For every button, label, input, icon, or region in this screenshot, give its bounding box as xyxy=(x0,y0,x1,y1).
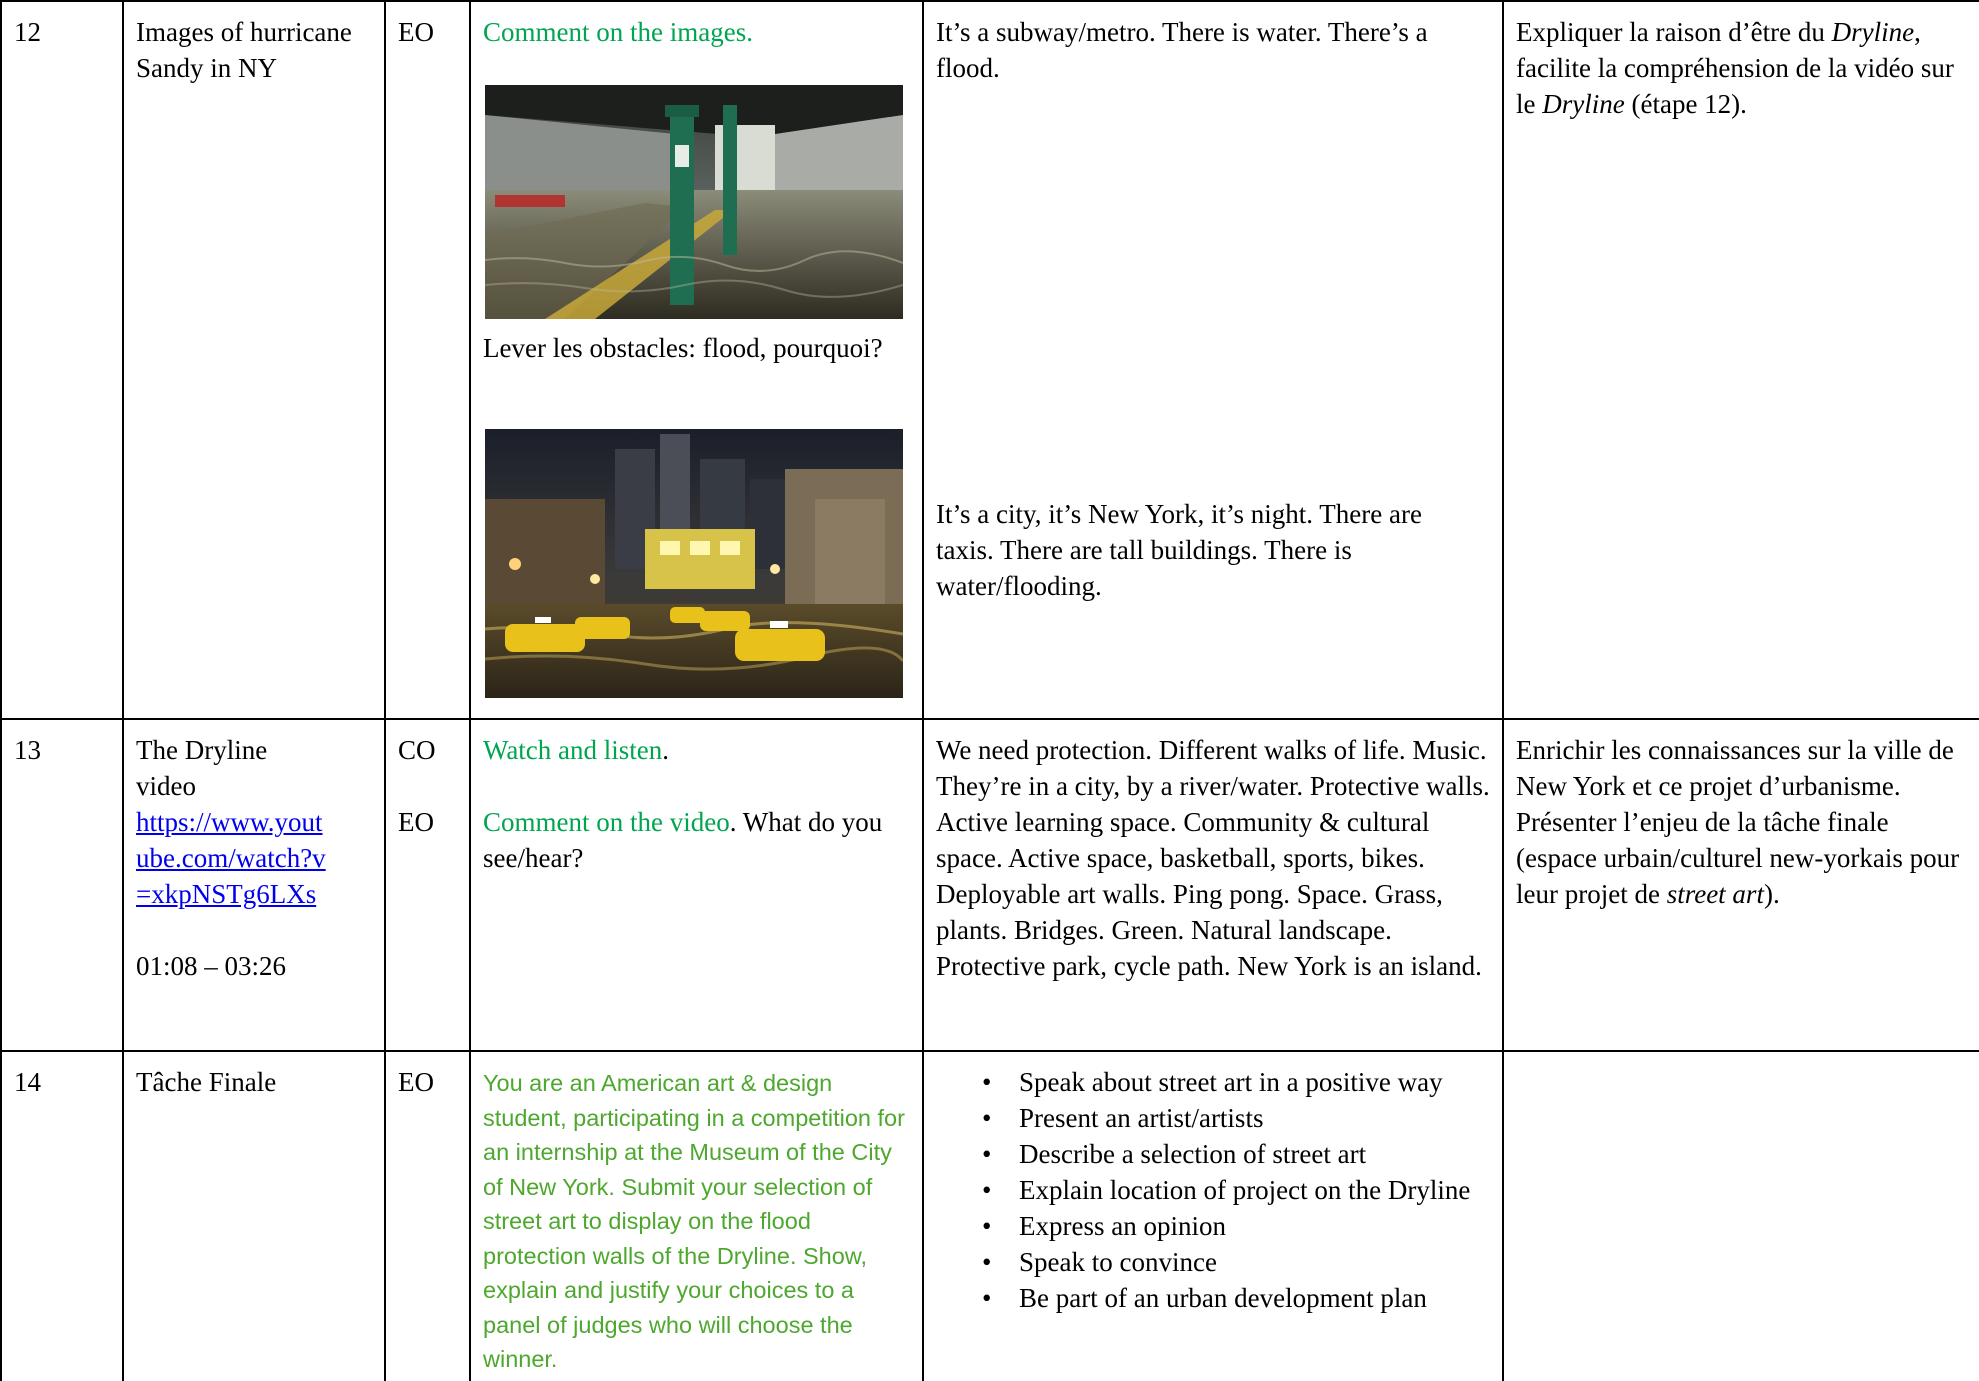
skill-cell: EO xyxy=(398,17,434,47)
list-item-text: Speak about street art in a positive way xyxy=(1019,1067,1443,1097)
flooded-street-taxis-photo xyxy=(485,429,903,698)
objective-text xyxy=(1516,735,1959,909)
answer-text-2: It’s a city, it’s New York, it’s night. There are taxis. There are tall buildings. There is water/flooding. xyxy=(936,499,1422,601)
document-cell: Images of hurricane Sandy in NY xyxy=(136,17,352,83)
objective-segment: ). xyxy=(1763,879,1780,909)
flooded-subway-photo xyxy=(485,85,903,319)
video-link-line: ube.com/watch?v xyxy=(136,843,326,873)
skill-eo: EO xyxy=(398,807,434,837)
list-item-text: Present an artist/artists xyxy=(1019,1103,1264,1133)
col-border xyxy=(384,0,386,1381)
document-title: The Dryline video xyxy=(136,735,268,801)
objective-cell xyxy=(1504,1052,1979,1064)
skill-cell xyxy=(386,720,469,840)
skill-cell: EO xyxy=(398,1067,434,1097)
answer-cell: We need protection. Different walks of life. Music. They’re in a city, by a river/water. Protective walls. Active learning space. Community & cultural space. Active space, basketball, sports, bikes. Deployable art walls. Ping pong. Space. Grass, plants. Bridges. Green. Natural landscape. Protective park, cycle path. New York is an island. xyxy=(936,735,1490,981)
task-criteria-cell xyxy=(924,1052,1502,1316)
list-item xyxy=(924,1208,1488,1244)
video-link-line: =xkpNSTg6LXs xyxy=(136,879,317,909)
instruction-text: Comment on the images. xyxy=(483,17,753,47)
list-item-text: Explain location of project on the Dryline xyxy=(1019,1175,1471,1205)
objective-segment: Enrichir les connaissances sur la ville de New York et ce projet d’urbanisme. Présenter l’enjeu de la tâche finale (espace urbain/culturel new-yorkais pour leur projet de xyxy=(1516,735,1960,909)
instruction-comment-suffix: . What do you see/hear? xyxy=(483,807,883,873)
task-instruction: You are an American art & design student, participating in a competition for an internship at the Museum of the City of New York. Submit your selection of street art to display on the flood protection walls of the Dryline. Show, explain and justify your choices to a panel of judges who will choose the winner. xyxy=(483,1070,905,1372)
list-item-text: Express an opinion xyxy=(1019,1211,1226,1241)
note-text: Lever les obstacles: flood, pourquoi? xyxy=(483,333,883,363)
col-border xyxy=(122,0,124,1381)
document-cell: Tâche Finale xyxy=(136,1067,277,1097)
document-cell xyxy=(124,720,384,984)
video-timestamp: 01:08 – 03:26 xyxy=(136,951,287,981)
list-item-text: Be part of an urban development plan xyxy=(1019,1283,1427,1313)
instruction-cell xyxy=(471,2,922,50)
list-item-text: Describe a selection of street art xyxy=(1019,1139,1367,1169)
col-border xyxy=(1502,0,1504,1381)
list-item xyxy=(924,1064,1488,1100)
bullet-icon: • xyxy=(982,1067,992,1097)
instruction-comment: Comment on the video xyxy=(483,807,730,837)
list-item xyxy=(924,1244,1488,1280)
bullet-icon: • xyxy=(982,1211,992,1241)
list-item xyxy=(924,1136,1488,1172)
instruction-line-2 xyxy=(483,804,908,876)
task-criteria-list xyxy=(924,1064,1488,1316)
list-item xyxy=(924,1100,1488,1136)
video-link[interactable] xyxy=(136,807,326,909)
step-number: 14 xyxy=(14,1067,41,1097)
bullet-icon: • xyxy=(982,1175,992,1205)
objective-cell xyxy=(1504,720,1979,912)
bullet-icon: • xyxy=(982,1103,992,1133)
objective-segment: Expliquer la raison d’être du xyxy=(1516,17,1832,47)
objective-segment: (étape 12). xyxy=(1624,89,1747,119)
col-border xyxy=(0,0,2,1381)
step-number: 13 xyxy=(14,735,41,765)
objective-segment: , facilite la compréhension de la vidéo sur le xyxy=(1516,17,1954,119)
instruction-watch: Watch and listen xyxy=(483,735,663,765)
objective-cell xyxy=(1504,2,1979,122)
bullet-icon: • xyxy=(982,1247,992,1277)
list-item xyxy=(924,1172,1488,1208)
answer-cell xyxy=(924,2,1502,86)
objective-text xyxy=(1516,17,1954,119)
instruction-watch-suffix: . xyxy=(662,735,670,765)
objective-italic: Dryline xyxy=(1831,17,1915,47)
list-item xyxy=(924,1280,1488,1316)
instruction-cell xyxy=(471,720,922,876)
objective-italic: street art xyxy=(1666,879,1764,909)
bullet-icon: • xyxy=(982,1283,992,1313)
objective-italic: Dryline xyxy=(1542,89,1625,119)
answer-text-1: It’s a subway/metro. There is water. There’s a flood. xyxy=(936,17,1428,83)
video-link-line: https://www.yout xyxy=(136,807,323,837)
instruction-line-1 xyxy=(483,732,908,768)
skill-co: CO xyxy=(398,735,436,765)
bullet-icon: • xyxy=(982,1139,992,1169)
step-number: 12 xyxy=(14,17,41,47)
list-item-text: Speak to convince xyxy=(1019,1247,1217,1277)
